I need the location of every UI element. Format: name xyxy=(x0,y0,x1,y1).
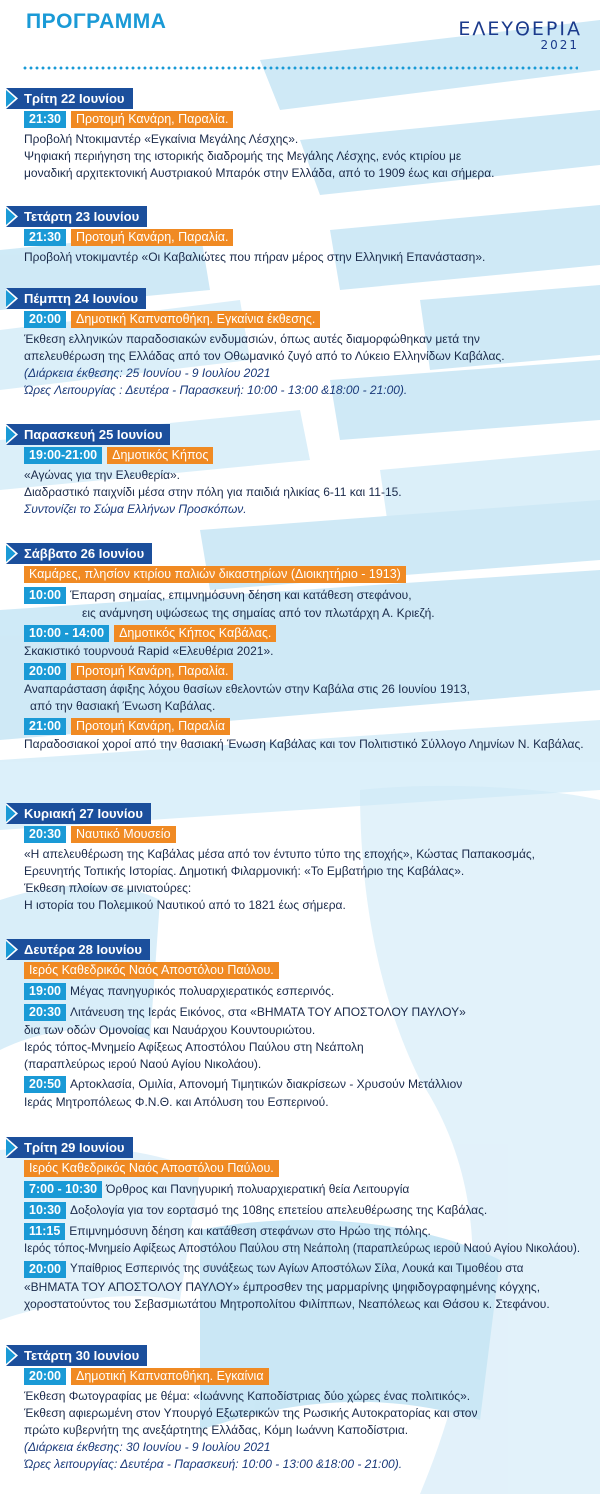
desc-line: Σκακιστικό τουρνουά Rapid «Ελευθέρια 2021». xyxy=(24,644,274,658)
event-venue: Ιερός Καθεδρικός Ναός Αποστόλου Παύλου. xyxy=(24,962,279,979)
day-header xyxy=(6,88,133,109)
desc-line: Η ιστορία του Πολεμικού Ναυτικού από το 1821 έως σήμερα. xyxy=(24,898,346,912)
event-place: Δημοτικός Κήπος xyxy=(107,447,213,464)
event-place: Δημοτική Καπναποθήκη. Εγκαίνια xyxy=(71,1368,269,1385)
event-row xyxy=(24,311,600,329)
day-block xyxy=(0,1345,600,1473)
event-time: 21:00 xyxy=(24,718,66,735)
day-date: Τετάρτη 23 Ιουνίου xyxy=(24,209,140,224)
arrow-icon xyxy=(6,939,18,960)
event-text: Επιμνημόσυνη δέηση και κατάθεση στεφάνων στο Ηρώο της πόλης. xyxy=(69,1224,431,1238)
arrow-icon xyxy=(6,424,18,445)
day-date: Δευτέρα 28 Ιουνίου xyxy=(24,942,142,957)
event-venue: Καμάρες, πλησίον κτιρίου παλιών δικαστηρίων (Διοικητήριο - 1913) xyxy=(24,566,406,583)
event-text: Λιτάνευση της Ιεράς Εικόνος, στα «ΒΗΜΑΤΑ ΤΟΥ ΑΠΟΣΤΟΛΟΥ ΠΑΥΛΟΥ» xyxy=(69,1005,466,1019)
desc-line: πρώτο κυβερνήτη της ανεξάρτητης Ελλάδας, Κόμη Ιωάννη Καποδίστρια. xyxy=(24,1423,409,1437)
desc-line: Έκθεση ελληνικών παραδοσιακών ενδυμασιών, όπως αυτές διαμορφώθηκαν μετά την xyxy=(24,332,480,346)
event-time: 20:00 xyxy=(24,663,66,680)
event-time: 20:00 xyxy=(24,311,66,328)
event-time: 10:00 xyxy=(24,587,66,604)
desc-line: «Αγώνας για την Ελευθερία». xyxy=(24,468,180,482)
event-time: 20:30 xyxy=(24,826,66,843)
event-row xyxy=(24,718,600,753)
event-place: Προτομή Κανάρη, Παραλία. xyxy=(71,111,233,128)
hours-note: Ώρες λειτουργίας: Δευτέρα - Παρασκευή: 10:00 - 13:00 &18:00 - 21:00). xyxy=(24,1457,403,1471)
day-block xyxy=(0,543,600,753)
day-header xyxy=(6,206,147,227)
event-row xyxy=(24,625,600,660)
desc-line: Προβολή ντοκιμαντέρ «Οι Καβαλιώτες που πήραν μέρος στην Ελληνική Επανάσταση». xyxy=(24,250,486,264)
day-block xyxy=(0,206,600,266)
event-time: 19:00 xyxy=(24,983,66,1000)
event-time: 20:00 xyxy=(24,1261,66,1278)
event-row xyxy=(24,1202,600,1220)
event-row xyxy=(24,826,600,844)
dotted-divider xyxy=(22,66,578,70)
event-time: 20:50 xyxy=(24,1076,66,1093)
duration-note: (Διάρκεια έκθεσης: 30 Ιουνίου - 9 Ιουλίου 2021 xyxy=(24,1440,271,1454)
event-time: 19:00-21:00 xyxy=(24,447,102,464)
arrow-icon xyxy=(6,1345,18,1366)
event-desc xyxy=(24,249,600,266)
desc-line: εις ανάμνηση υψώσεως της σημαίας από τον πλωτάρχη Α. Κριεζή. xyxy=(82,606,435,620)
event-time: 20:00 xyxy=(24,1368,66,1385)
event-text: Έπαρση σημαίας, επιμνημόσυνη δέηση και κατάθεση στεφάνου, xyxy=(69,588,412,602)
day-block xyxy=(0,88,600,182)
day-header xyxy=(6,543,152,564)
day-date: Τρίτη 22 Ιουνίου xyxy=(24,91,125,106)
day-block xyxy=(0,803,600,914)
desc-line: από την θασιακή Ένωση Καβάλας. xyxy=(30,699,216,713)
event-time: 21:30 xyxy=(24,111,66,128)
event-place: Προτομή Κανάρη, Παραλία xyxy=(71,718,230,735)
day-block xyxy=(0,1137,600,1313)
arrow-icon xyxy=(6,543,18,564)
event-time: 10:30 xyxy=(24,1202,66,1219)
event-text: Δοξολογία για τον εορτασμό της 108ης επετείου απελευθέρωσης της Καβάλας. xyxy=(69,1203,488,1217)
event-row xyxy=(24,663,600,715)
day-block xyxy=(0,424,600,518)
logo-year: 2021 xyxy=(540,38,579,52)
desc-line: Έκθεση πλοίων σε μινιατούρες: xyxy=(24,881,192,895)
day-header xyxy=(6,803,151,824)
desc-line: δια των οδών Ομονοίας και Ναυάρχου Κουντουριώτου. xyxy=(24,1023,316,1037)
event-text: Αρτοκλασία, Ομιλία, Απονομή Τιμητικών διακρίσεων - Χρυσούν Μετάλλιον xyxy=(69,1077,463,1091)
day-header xyxy=(6,288,146,309)
desc-line: «Η απελευθέρωση της Καβάλας μέσα από τον έντυπο τύπο της εποχής», Κώστας Παπακοσμάς, xyxy=(24,847,536,861)
logo-word: ΕΛΕΥΘΕΡΙΑ xyxy=(458,18,582,40)
desc-line: απελευθέρωση της Ελλάδας από τον Οθωμανικό ζυγό από το Λύκειο Ελληνίδων Καβάλας. xyxy=(24,349,505,363)
desc-line: (παραπλεύρως ιερού Ναού Αγίου Νικολάου). xyxy=(24,1057,262,1071)
event-row xyxy=(24,1004,600,1073)
arrow-icon xyxy=(6,1137,18,1158)
event-row xyxy=(24,1076,600,1111)
header xyxy=(0,0,600,70)
day-date: Τρίτη 29 Ιουνίου xyxy=(24,1140,125,1155)
event-time: 21:30 xyxy=(24,229,66,246)
desc-line: Παραδοσιακοί χοροί από την θασιακή Ένωση Καβάλας και τον Πολιτιστικό Σύλλογο Λημνίων Ν. Καβάλας. xyxy=(24,737,584,751)
event-time: 10:00 - 14:00 xyxy=(24,625,109,642)
event-desc xyxy=(24,331,600,399)
event-row xyxy=(24,983,600,1001)
desc-line: χοροστατούντος του Σεβασμιωτάτου Μητροπολίτου Φιλίππων, Νεαπόλεως και Θάσου κ. Στεφάνου. xyxy=(24,1297,550,1311)
event-row xyxy=(24,111,600,129)
eleftheria-logo xyxy=(432,18,582,62)
day-header xyxy=(6,1137,133,1158)
hours-note: Ώρες Λειτουργίας : Δευτέρα - Παρασκευή: 10:00 - 13:00 &18:00 - 21:00). xyxy=(24,383,408,397)
coordinator-note: Συντονίζει το Σώμα Ελλήνων Προσκόπων. xyxy=(24,502,247,516)
event-text: Υπαίθριος Εσπερινός της συνάξεως των Αγίων Αποστόλων Σίλα, Λουκά και Τιμοθέου στα xyxy=(69,1263,524,1275)
desc-line: Αναπαράσταση άφιξης λόχου θασίων εθελοντών στην Καβάλα στις 26 Ιουνίου 1913, xyxy=(24,682,470,696)
day-date: Τετάρτη 30 Ιουνίου xyxy=(24,1348,140,1363)
duration-note: (Διάρκεια έκθεσης: 25 Ιουνίου - 9 Ιουλίου 2021 xyxy=(24,366,271,380)
venue-row xyxy=(24,1160,600,1178)
desc-line: «ΒΗΜΑΤΑ ΤΟΥ ΑΠΟΣΤΟΛΟΥ ΠΑΥΛΟΥ» έμπροσθεν της μαρμαρίνης ψηφιδογραφημένης κόγχης, xyxy=(24,1280,541,1294)
event-time: 20:30 xyxy=(24,1004,66,1021)
day-header xyxy=(6,424,170,445)
arrow-icon xyxy=(6,803,18,824)
event-row xyxy=(24,1223,600,1258)
day-header xyxy=(6,939,150,960)
desc-line: μοναδική αρχιτεκτονική Αυστριακού Μπαρόκ στην Ελλάδα, από το 1909 έως και σήμερα. xyxy=(24,166,495,180)
day-date: Παρασκευή 25 Ιουνίου xyxy=(24,427,163,442)
arrow-icon xyxy=(6,206,18,227)
day-block xyxy=(0,288,600,399)
day-date: Πέμπτη 24 Ιουνίου xyxy=(24,291,139,306)
desc-line: Έκθεση Φωτογραφίας με θέμα: «Ιωάννης Καποδίστριας δύο χώρες ένας πολιτικός». xyxy=(24,1389,471,1403)
event-text: Μέγας πανηγυρικός πολυαρχιερατικός εσπερινός. xyxy=(69,984,335,998)
event-place: Προτομή Κανάρη, Παραλία. xyxy=(71,229,233,246)
arrow-icon xyxy=(6,288,18,309)
event-row xyxy=(24,1261,600,1313)
event-desc xyxy=(24,1388,600,1473)
page-title: ΠΡΟΓΡΑΜΜΑ xyxy=(26,10,167,33)
event-place: Προτομή Κανάρη, Παραλία. xyxy=(71,663,233,680)
event-row xyxy=(24,447,600,465)
arrow-icon xyxy=(6,88,18,109)
venue-row xyxy=(24,962,600,980)
desc-line: Προβολή Ντοκιμαντέρ «Εγκαίνια Μεγάλης Λέσχης». xyxy=(24,132,299,146)
event-row xyxy=(24,1181,600,1199)
event-text: Όρθρος και Πανηγυρική πολυαρχιερατική θεία Λειτουργία xyxy=(106,1182,410,1196)
event-time: 7:00 - 10:30 xyxy=(24,1181,102,1198)
desc-line: Ιερός τόπος-Μνημείο Αφίξεως Αποστόλου Παύλου στη Νεάπολη (παραπλεύρως ιερού Ναού Αγίου Νικολάου). xyxy=(24,1243,581,1255)
event-place: Δημοτικός Κήπος Καβάλας. xyxy=(114,625,276,642)
event-time: 11:15 xyxy=(24,1223,65,1240)
desc-line: Ψηφιακή περιήγηση της ιστορικής διαδρομής της Μεγάλης Λέσχης, ενός κτιρίου με xyxy=(24,149,462,163)
day-date: Κυριακή 27 Ιουνίου xyxy=(24,806,143,821)
event-place: Ναυτικό Μουσείο xyxy=(71,826,176,843)
desc-line: Έκθεση αφιερωμένη στον Υπουργό Εξωτερικών της Ρωσικής Αυτοκρατορίας και στον xyxy=(24,1406,478,1420)
desc-line: Διαδραστικό παιχνίδι μέσα στην πόλη για παιδιά ηλικίας 6-11 και 11-15. xyxy=(24,485,402,499)
event-venue: Ιερός Καθεδρικός Ναός Αποστόλου Παύλου. xyxy=(24,1160,279,1177)
desc-line: Ιεράς Μητροπόλεως Φ.Ν.Θ. και Απόλυση του Εσπερινού. xyxy=(24,1095,329,1109)
event-row xyxy=(24,229,600,247)
event-place: Δημοτική Καπναποθήκη. Εγκαίνια έκθεσης. xyxy=(71,311,320,328)
day-header xyxy=(6,1345,147,1366)
desc-line: Ιερός τόπος-Μνημείο Αφίξεως Αποστόλου Παύλου στη Νεάπολη xyxy=(24,1040,364,1054)
event-row xyxy=(24,587,600,622)
desc-line: Ερευνητής Τοπικής Ιστορίας. Δημοτική Φιλαρμονική: «Το Εμβατήριο της Καβάλας». xyxy=(24,864,465,878)
event-desc xyxy=(24,131,600,182)
event-desc xyxy=(24,846,600,914)
venue-row xyxy=(24,566,600,584)
day-date: Σάββατο 26 Ιουνίου xyxy=(24,546,145,561)
event-desc xyxy=(24,467,600,518)
event-row xyxy=(24,1368,600,1386)
day-block xyxy=(0,939,600,1111)
